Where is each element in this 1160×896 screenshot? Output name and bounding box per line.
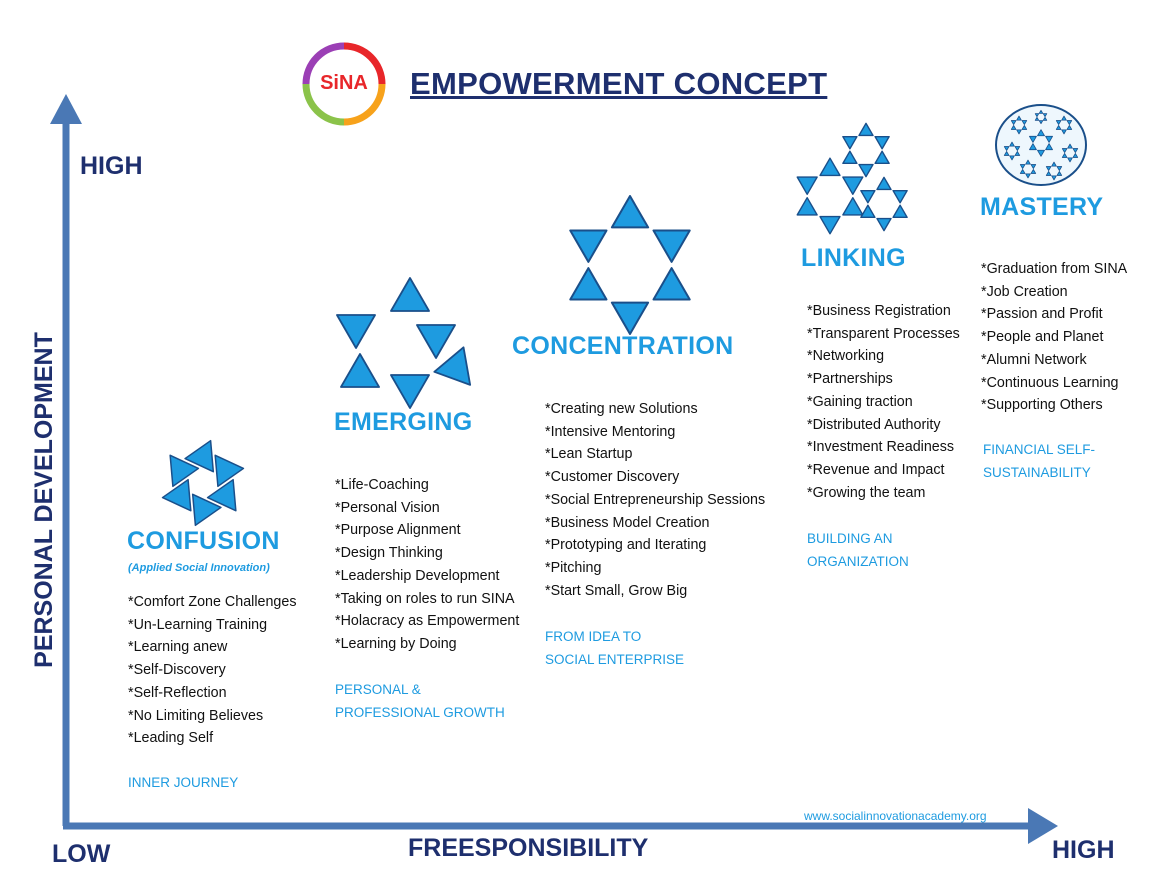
- list-item: *Learning by Doing: [335, 635, 457, 652]
- list-item: *Partnerships: [807, 371, 893, 388]
- star-point-triangle: [893, 191, 907, 203]
- list-item: *Passion and Profit: [981, 306, 1103, 323]
- star-point-triangle: [861, 205, 875, 217]
- footer-line: SOCIAL ENTERPRISE: [545, 652, 685, 667]
- list-item: *Taking on roles to run SINA: [335, 590, 515, 607]
- list-item: *Investment Readiness: [807, 439, 955, 456]
- star-point-triangle: [877, 177, 891, 189]
- page-title: EMPOWERMENT CONCEPT: [410, 66, 828, 101]
- scattered-triangle: [337, 315, 375, 348]
- star-point-triangle: [612, 303, 648, 334]
- star-point-triangle: [877, 219, 891, 231]
- footer-line: PERSONAL &: [335, 682, 421, 697]
- star-point-triangle: [843, 177, 863, 194]
- list-item: *Personal Vision: [335, 499, 440, 516]
- star-point-triangle: [612, 196, 648, 227]
- linked-stars-icon: [796, 126, 911, 231]
- stage-footer-emerging: [335, 678, 505, 724]
- star-point-triangle: [859, 123, 873, 135]
- list-item: *Learning anew: [128, 639, 228, 656]
- star-point-triangle: [820, 158, 840, 175]
- stage-footer-mastery: [983, 438, 1095, 484]
- list-item: *Prototyping and Iterating: [545, 537, 707, 554]
- list-item: *Lean Startup: [545, 446, 633, 463]
- stage-footer-confusion: [128, 771, 238, 794]
- scattered-triangle: [391, 375, 429, 408]
- scattered-triangle: [391, 278, 429, 311]
- star-point-triangle: [797, 198, 817, 215]
- star-point-triangle: [843, 137, 857, 149]
- footer-line: BUILDING AN: [807, 531, 893, 546]
- x-axis-label: FREESPONSIBILITY: [408, 834, 649, 862]
- sina-logo: [302, 42, 386, 126]
- stage-items-mastery: [981, 258, 1127, 417]
- stage-subtitle-confusion: (Applied Social Innovation): [128, 562, 270, 574]
- list-item: *Social Entrepreneurship Sessions: [545, 491, 766, 508]
- list-item: *Purpose Alignment: [335, 522, 461, 539]
- star-of-triangles-icon: [568, 200, 693, 330]
- list-item: *Design Thinking: [335, 545, 443, 562]
- y-axis-label: PERSONAL DEVELOPMENT: [30, 332, 58, 668]
- scattered-triangle: [417, 325, 455, 358]
- star-point-triangle: [653, 268, 689, 299]
- footer-line: PROFESSIONAL GROWTH: [335, 705, 505, 720]
- list-item: *Business Model Creation: [545, 514, 710, 531]
- scattered-triangle-wheel-icon: [158, 438, 248, 528]
- list-item: *Start Small, Grow Big: [545, 582, 688, 599]
- list-item: *Networking: [807, 348, 885, 365]
- x-axis-high-label: HIGH: [1052, 836, 1115, 864]
- stage-footer-linking: [807, 527, 909, 573]
- stage-title-concentration: CONCENTRATION: [512, 332, 734, 360]
- list-item: *Customer Discovery: [545, 469, 680, 486]
- list-item: *Self-Discovery: [128, 662, 226, 679]
- y-axis-high-label: HIGH: [80, 152, 143, 180]
- star-point-triangle: [570, 231, 606, 262]
- star-point-triangle: [875, 151, 889, 163]
- footer-line: ORGANIZATION: [807, 554, 909, 569]
- star-point-triangle: [893, 205, 907, 217]
- emerging-triangles-icon: [330, 272, 480, 407]
- star-point-triangle: [797, 177, 817, 194]
- stage-items-emerging: [335, 474, 519, 656]
- list-item: *Alumni Network: [981, 351, 1087, 368]
- list-item: *Intensive Mentoring: [545, 423, 676, 440]
- scattered-triangle: [341, 354, 379, 387]
- logo-text: SiNA: [320, 72, 368, 94]
- star-point-triangle: [859, 165, 873, 177]
- website-url: www.socialinnovationacademy.org: [804, 809, 987, 823]
- star-point-triangle: [653, 231, 689, 262]
- stage-items-confusion: [128, 591, 296, 750]
- list-item: *Leading Self: [128, 730, 214, 747]
- list-item: *Self-Reflection: [128, 684, 227, 701]
- list-item: *Creating new Solutions: [545, 401, 698, 417]
- list-item: *Transparent Processes: [807, 325, 960, 342]
- x-axis-low-label: LOW: [52, 840, 111, 868]
- list-item: *Supporting Others: [981, 397, 1103, 414]
- enclosing-circle: [996, 105, 1086, 185]
- star-point-triangle: [861, 191, 875, 203]
- stage-title-emerging: EMERGING: [334, 408, 473, 436]
- list-item: *No Limiting Believes: [128, 707, 264, 724]
- footer-line: INNER JOURNEY: [128, 775, 239, 790]
- stage-footer-concentration: [545, 625, 684, 671]
- stage-title-confusion: CONFUSION: [127, 527, 280, 555]
- list-item: *Pitching: [545, 559, 602, 576]
- star-point-triangle: [843, 198, 863, 215]
- footer-line: FINANCIAL SELF-: [983, 442, 1096, 457]
- list-item: *Business Registration: [807, 303, 951, 319]
- circle-of-stars-icon: [994, 103, 1088, 187]
- star-point-triangle: [875, 137, 889, 149]
- stage-title-mastery: MASTERY: [980, 193, 1104, 221]
- stage-items-linking: [807, 300, 960, 504]
- list-item: *Life-Coaching: [335, 477, 429, 493]
- list-item: *People and Planet: [981, 329, 1104, 346]
- footer-line: FROM IDEA TO: [545, 629, 642, 644]
- list-item: *Growing the team: [807, 484, 926, 501]
- stage-items-concentration: [545, 398, 765, 602]
- list-item: *Holacracy as Empowerment: [335, 613, 520, 630]
- list-item: *Gaining traction: [807, 393, 913, 410]
- star-point-triangle: [843, 151, 857, 163]
- list-item: *Job Creation: [981, 283, 1068, 300]
- list-item: *Graduation from SINA: [981, 261, 1128, 277]
- star-point-triangle: [570, 268, 606, 299]
- list-item: *Revenue and Impact: [807, 461, 945, 478]
- list-item: *Un-Learning Training: [128, 616, 268, 633]
- list-item: *Distributed Authority: [807, 416, 941, 433]
- list-item: *Leadership Development: [335, 567, 500, 584]
- stage-title-linking: LINKING: [801, 244, 906, 272]
- list-item: *Continuous Learning: [981, 374, 1119, 391]
- footer-line: SUSTAINABILITY: [983, 465, 1091, 480]
- list-item: *Comfort Zone Challenges: [128, 594, 297, 610]
